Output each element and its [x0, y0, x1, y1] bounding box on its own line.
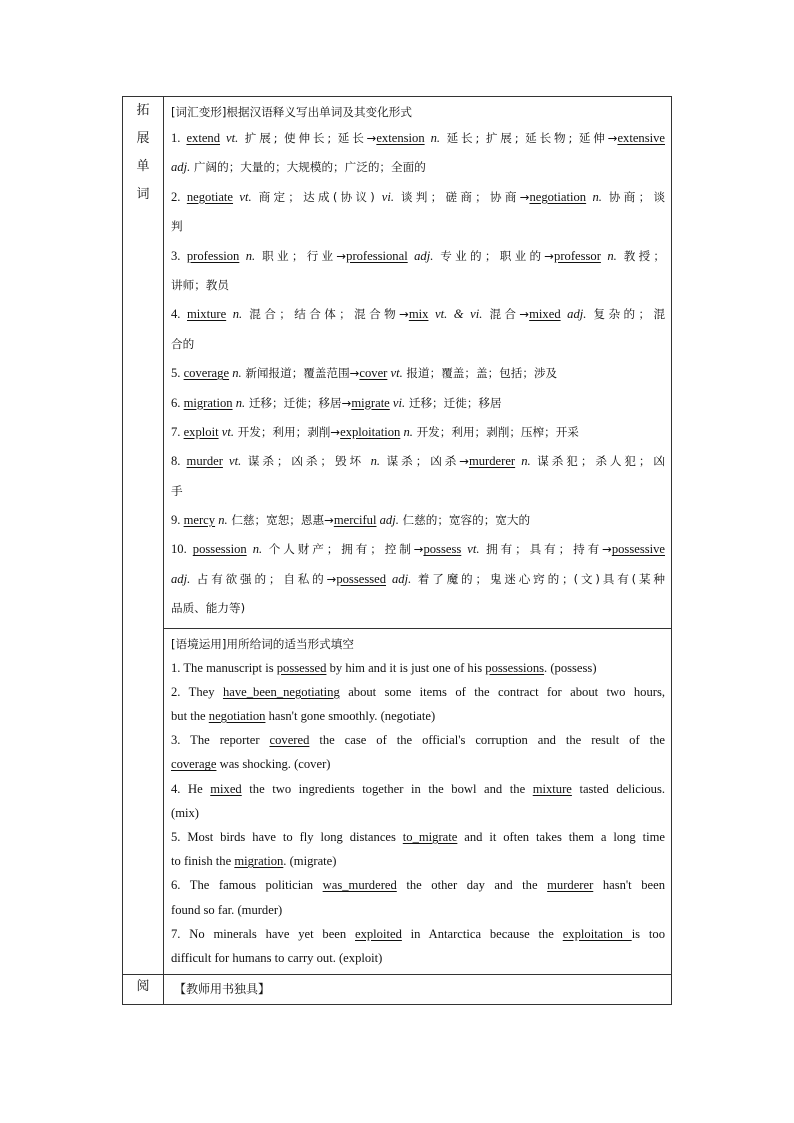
- word-forms-line: [171, 330, 665, 359]
- answer-word: possessed: [336, 571, 387, 586]
- text-segment: 职业；行业→: [255, 248, 347, 263]
- answer-word: coverage: [183, 366, 230, 381]
- answer-word: murderer: [468, 454, 516, 469]
- part-of-speech: n.: [586, 189, 602, 204]
- text-segment: 5.: [171, 366, 184, 381]
- text-segment: 教授；: [616, 248, 665, 263]
- part-of-speech: n.: [400, 424, 413, 439]
- text-segment: 判: [171, 219, 183, 234]
- context-use-line: [171, 825, 665, 849]
- context-use-header: [语境运用]用所给词的适当形式填空: [171, 636, 354, 651]
- section-label-extended-vocabulary: [123, 97, 163, 209]
- context-use-cell: [164, 628, 672, 974]
- part-of-speech: n.: [239, 248, 256, 263]
- word-forms-header: [词汇变形]根据汉语释义写出单词及其变化形式: [171, 105, 412, 119]
- part-of-speech: vt.: [387, 366, 403, 381]
- text-segment: 报道；覆盖；盖；包括；涉及: [402, 366, 558, 381]
- text-segment: about some items of the contract for about two hours,: [339, 684, 665, 699]
- word-forms-line: [171, 594, 665, 623]
- answer-word: cover: [359, 366, 388, 381]
- text-segment: . (migrate): [283, 854, 337, 869]
- footer-label-cell: [123, 975, 164, 1005]
- context-use-line: [171, 656, 665, 680]
- text-segment: in Antarctica because the: [401, 926, 563, 941]
- context-use-line: [171, 873, 665, 897]
- part-of-speech: n.: [215, 513, 228, 528]
- text-segment: 迁移；迁徙；移居→: [245, 395, 352, 410]
- answer-word: exploited: [355, 926, 402, 941]
- text-segment: 新闻报道；覆盖范围→: [241, 366, 360, 381]
- text-segment: 扩展; 使伸长; 延长→: [238, 131, 377, 145]
- word-forms-line: [171, 242, 665, 271]
- part-of-speech: n.: [246, 542, 263, 557]
- text-segment: 6.: [171, 395, 184, 410]
- context-use-line: [171, 946, 665, 970]
- answer-word: negotiation: [529, 189, 587, 204]
- text-segment: 1.: [171, 131, 187, 145]
- word-forms-line: [171, 447, 665, 476]
- text-segment: 2.: [171, 189, 187, 204]
- text-segment: 着了魔的；鬼迷心窍的；(文)具有(某种: [411, 571, 665, 586]
- word-forms-line: [171, 153, 665, 182]
- word-forms-line: [171, 183, 665, 212]
- word-forms-line: [171, 389, 665, 418]
- text-segment: 协商；谈: [601, 189, 665, 204]
- answer-word: possessions: [485, 660, 545, 675]
- answer-word: covered: [269, 733, 310, 748]
- part-of-speech: vt.: [222, 454, 242, 469]
- answer-word: possessed: [276, 660, 327, 675]
- text-segment: 手: [171, 483, 183, 498]
- text-segment: 1. The manuscript is: [171, 660, 277, 675]
- text-segment: 延长; 扩展; 延长物; 延伸→: [440, 131, 618, 145]
- footer-label: 阅: [136, 979, 150, 995]
- context-use-line: [171, 752, 665, 776]
- answer-word: professor: [554, 248, 601, 263]
- text-segment: 3.: [171, 248, 187, 263]
- text-segment: (mix): [171, 805, 199, 820]
- part-of-speech: n.: [600, 248, 617, 263]
- text-segment: 9.: [171, 513, 184, 528]
- word-forms-line: [171, 124, 665, 153]
- text-segment: was shocking. (cover): [216, 757, 331, 772]
- context-use-line: [171, 704, 665, 728]
- answer-word: exploitation: [562, 926, 632, 941]
- answer-word: to_migrate: [402, 829, 458, 844]
- answer-word: migration: [183, 395, 233, 410]
- answer-word: have_been_negotiating: [222, 684, 340, 699]
- word-forms-line: [171, 212, 665, 241]
- text-segment: 迁移；迁徙；移居: [405, 395, 502, 410]
- answer-word: mixed: [529, 307, 561, 322]
- answer-word: negotiate: [186, 189, 234, 204]
- answer-word: mercy: [183, 513, 216, 528]
- text-segment: 讲师；教员: [171, 277, 229, 292]
- text-segment: 开发；利用；剥削→: [233, 424, 341, 439]
- answer-word: murderer: [547, 878, 594, 893]
- word-forms-line: [171, 271, 665, 300]
- text-segment: 谋杀犯；杀人犯；凶: [530, 454, 665, 469]
- text-segment: by him and it is just one of his: [326, 660, 486, 675]
- word-forms-line: [171, 359, 665, 388]
- label-char: 单: [136, 159, 150, 174]
- word-forms-section: [164, 97, 671, 628]
- word-forms-line: [171, 477, 665, 506]
- text-segment: 7. No minerals have yet been: [171, 926, 355, 941]
- text-segment: 谋杀；凶杀→: [380, 454, 469, 469]
- context-use-line: [171, 898, 665, 922]
- answer-word: was_murdered: [322, 878, 397, 893]
- context-use-line: [171, 680, 665, 704]
- part-of-speech: vt.: [233, 189, 252, 204]
- word-forms-line: [171, 565, 665, 594]
- text-segment: 4.: [171, 307, 187, 322]
- word-forms-lines: [171, 124, 665, 624]
- label-char: 拓: [136, 103, 150, 118]
- text-segment: hasn't gone smoothly. (negotiate): [265, 709, 436, 724]
- word-forms-line: [171, 535, 665, 564]
- text-segment: 个人财产；拥有；控制→: [262, 542, 424, 557]
- part-of-speech: n.: [226, 307, 243, 322]
- text-segment: to finish the: [171, 854, 235, 869]
- label-char: 展: [136, 131, 150, 146]
- answer-word: possessive: [611, 542, 665, 557]
- context-use-section: [164, 629, 671, 974]
- context-use-line: [171, 777, 665, 801]
- part-of-speech: n.: [424, 131, 441, 145]
- text-segment: 7.: [171, 424, 184, 439]
- part-of-speech: n.: [229, 366, 242, 381]
- part-of-speech: adj.: [171, 571, 191, 586]
- text-segment: 谋杀；凶杀；毁坏: [241, 454, 371, 469]
- text-segment: 仁慈；宽恕；恩惠→: [227, 513, 334, 528]
- text-segment: 拥有；具有；持有→: [479, 542, 612, 557]
- text-segment: hasn't been: [593, 878, 665, 893]
- text-segment: 复杂的；混: [586, 307, 665, 322]
- part-of-speech: vt. & vi.: [428, 307, 483, 322]
- part-of-speech: n.: [370, 454, 381, 469]
- text-segment: 商定；达成(协议): [251, 189, 382, 204]
- context-use-line: [171, 728, 665, 752]
- answer-word: possess: [423, 542, 462, 557]
- answer-word: possession: [192, 542, 247, 557]
- part-of-speech: adj.: [171, 160, 191, 175]
- text-segment: the two ingredients together in the bowl and the: [241, 781, 533, 796]
- text-segment: 专业的；职业的→: [433, 248, 555, 263]
- answer-word: extension: [376, 131, 425, 145]
- text-segment: 5. Most birds have to fly long distances: [171, 829, 403, 844]
- text-segment: 8.: [171, 454, 187, 469]
- part-of-speech: vt.: [461, 542, 480, 557]
- word-forms-line: [171, 506, 665, 535]
- part-of-speech: vt.: [218, 424, 234, 439]
- answer-word: exploit: [183, 424, 219, 439]
- text-segment: and it often takes them a long time: [457, 829, 665, 844]
- answer-word: profession: [186, 248, 240, 263]
- part-of-speech: vi.: [389, 395, 406, 410]
- part-of-speech: adj.: [560, 307, 587, 322]
- answer-word: negotiation: [208, 709, 266, 724]
- text-segment: 10.: [171, 542, 193, 557]
- part-of-speech: vt.: [220, 131, 239, 145]
- context-use-line: [171, 801, 665, 825]
- part-of-speech: n.: [232, 395, 246, 410]
- context-use-line: [171, 849, 665, 873]
- text-segment: 广阔的；大量的；大规模的；广泛的；全面的: [190, 160, 426, 175]
- text-segment: but the: [171, 709, 209, 724]
- text-segment: 仁慈的；宽容的；宽大的: [398, 513, 531, 528]
- text-segment: is too: [631, 926, 665, 941]
- text-segment: the case of the official's corruption and the result of the: [309, 733, 665, 748]
- answer-word: mix: [408, 307, 429, 322]
- text-segment: 6. The famous politician: [171, 878, 323, 893]
- text-segment: 3. The reporter: [171, 733, 270, 748]
- text-segment: 合的: [171, 336, 195, 351]
- answer-word: professional: [346, 248, 408, 263]
- answer-word: merciful: [333, 513, 377, 528]
- text-segment: tasted delicious.: [571, 781, 665, 796]
- text-segment: 开发；利用；剥削；压榨；开采: [412, 424, 579, 439]
- section-label-cell: [123, 97, 164, 975]
- part-of-speech: adj.: [386, 571, 412, 586]
- answer-word: mixture: [532, 781, 572, 796]
- answer-word: mixture: [187, 307, 227, 322]
- part-of-speech: vi.: [381, 189, 395, 204]
- context-use-line: [171, 922, 665, 946]
- word-forms-cell: [164, 97, 672, 629]
- text-segment: difficult for humans to carry out. (exploit): [171, 950, 383, 965]
- part-of-speech: n.: [515, 454, 531, 469]
- text-segment: found so far. (murder): [171, 902, 283, 917]
- answer-word: murder: [186, 454, 223, 469]
- text-segment: 混合→: [482, 307, 530, 322]
- text-segment: 品质、能力等): [171, 601, 246, 616]
- answer-word: mixed: [210, 781, 242, 796]
- footer-cell: [164, 975, 672, 1005]
- text-segment: . (possess): [544, 660, 597, 675]
- text-segment: 4. He: [171, 781, 211, 796]
- word-forms-line: [171, 300, 665, 329]
- text-segment: 2. They: [171, 684, 223, 699]
- answer-word: extensive: [617, 131, 665, 145]
- word-forms-line: [171, 418, 665, 447]
- teacher-book-note: 【教师用书独具】: [174, 982, 271, 997]
- text-segment: the other day and the: [396, 878, 548, 893]
- part-of-speech: adj.: [376, 513, 399, 528]
- answer-word: migrate: [351, 395, 390, 410]
- text-segment: 谈判；磋商；协商→: [394, 189, 530, 204]
- text-segment: 占有欲强的；自私的→: [190, 571, 337, 586]
- context-use-lines: [171, 656, 665, 970]
- answer-word: exploitation: [340, 424, 401, 439]
- text-segment: 混合；结合体；混合物→: [242, 307, 409, 322]
- answer-word: migration: [234, 854, 284, 869]
- vocabulary-table: [122, 96, 672, 1005]
- answer-word: extend: [186, 131, 221, 145]
- part-of-speech: adj.: [407, 248, 434, 263]
- answer-word: coverage: [171, 757, 217, 772]
- label-char: 词: [136, 187, 150, 202]
